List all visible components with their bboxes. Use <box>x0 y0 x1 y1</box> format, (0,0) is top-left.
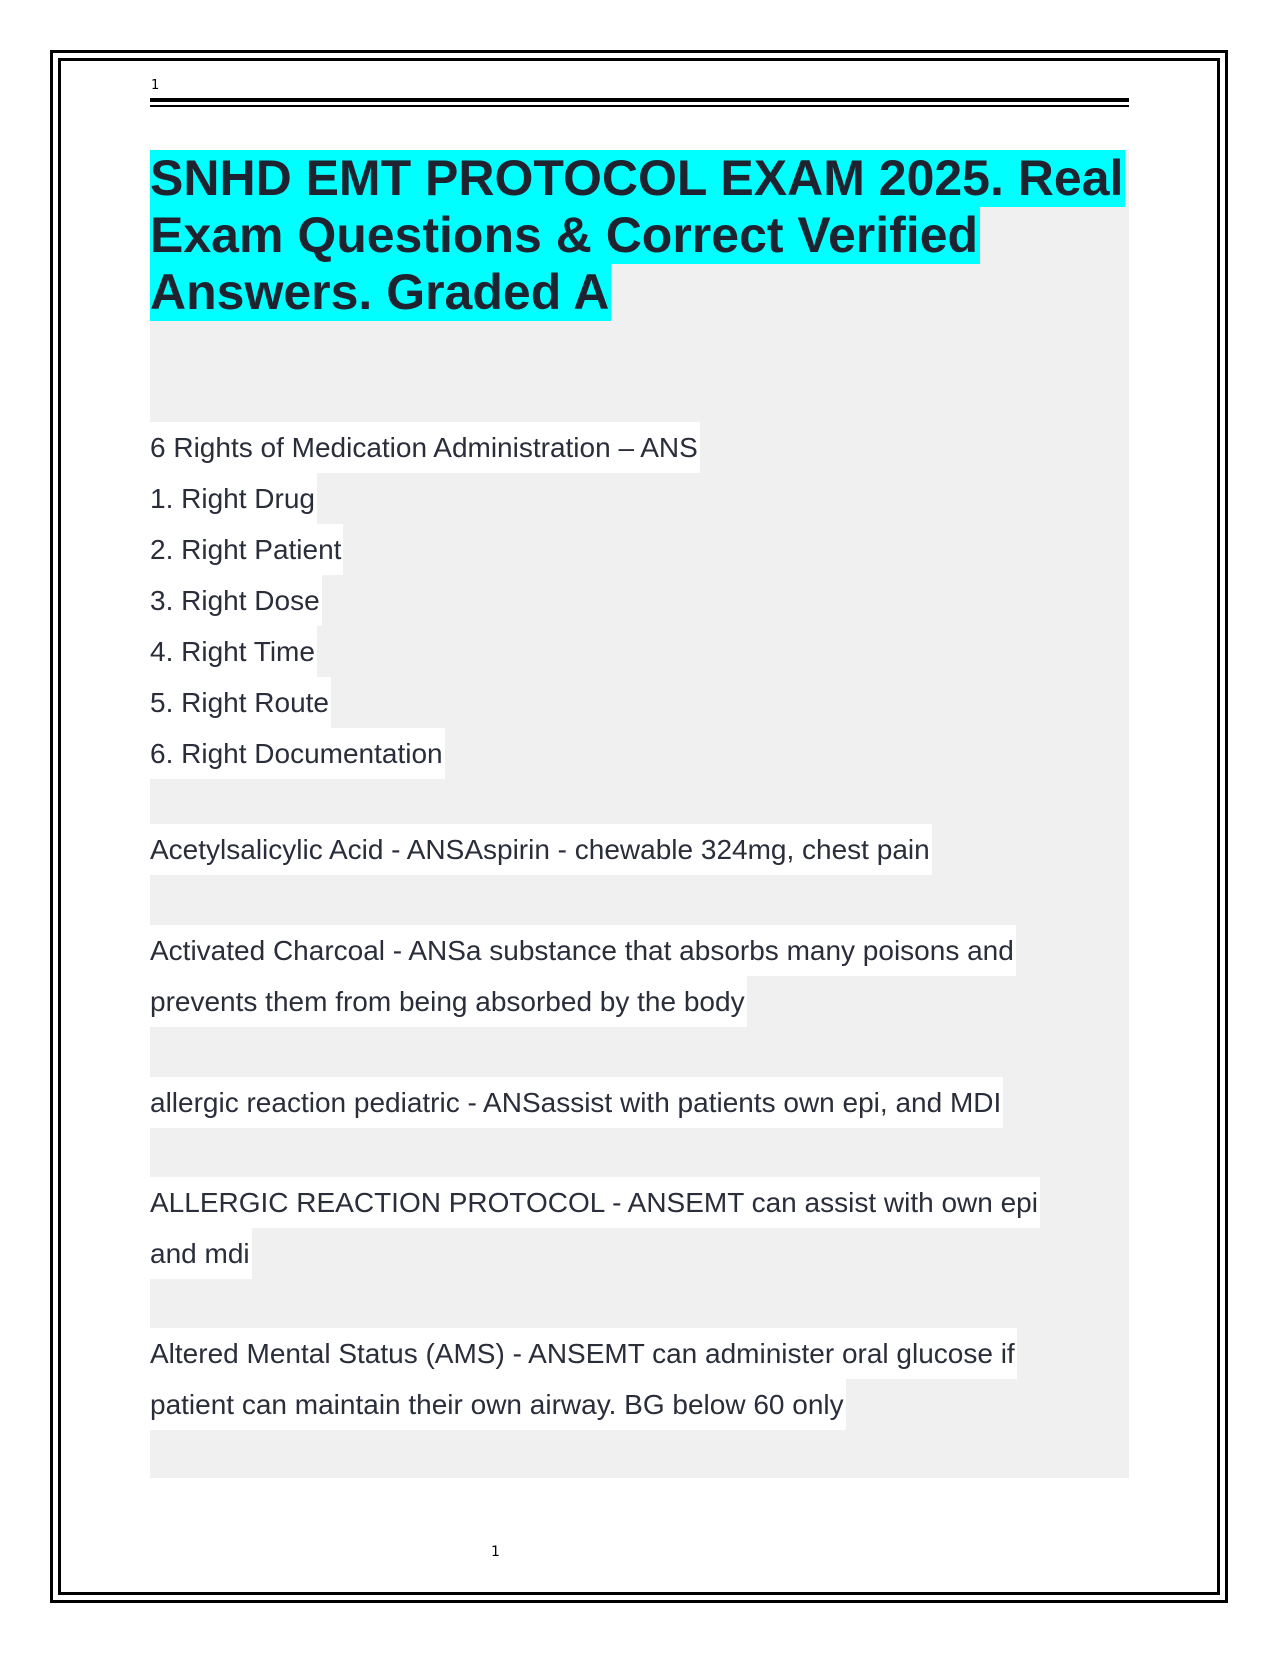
title-line: SNHD EMT PROTOCOL EXAM 2025. Real <box>150 150 1124 206</box>
question-text: 6 Rights of Medication Administration – ANS <box>150 422 700 473</box>
qa-item-acetylsalicylic-acid <box>150 824 932 875</box>
header-rule-thick <box>150 98 1129 102</box>
qa-line: ALLERGIC REACTION PROTOCOL - ANSEMT can assist with own epi <box>150 1177 1040 1228</box>
qa-item-activated-charcoal <box>150 925 1016 1027</box>
answer-line: 6. Right Documentation <box>150 728 445 779</box>
header-rule-thin <box>150 105 1129 107</box>
qa-item-allergic-reaction-pediatric <box>150 1077 1003 1128</box>
answer-line: 5. Right Route <box>150 677 331 728</box>
answer-line: 3. Right Dose <box>150 575 322 626</box>
answer-line: 1. Right Drug <box>150 473 317 524</box>
qa-line: patient can maintain their own airway. BG below 60 only <box>150 1379 846 1430</box>
qa-line: and mdi <box>150 1228 252 1279</box>
qa-line: Altered Mental Status (AMS) - ANSEMT can administer oral glucose if <box>150 1328 1017 1379</box>
header-page-number: 1 <box>151 78 160 93</box>
qa-item-medication-rights <box>150 422 700 779</box>
answer-line: 4. Right Time <box>150 626 317 677</box>
footer-page-number: 1 <box>491 1544 500 1560</box>
document-title <box>150 150 1140 321</box>
answer-line: 2. Right Patient <box>150 524 343 575</box>
qa-line: Activated Charcoal - ANSa substance that absorbs many poisons and <box>150 925 1016 976</box>
qa-item-allergic-reaction-protocol <box>150 1177 1040 1279</box>
qa-line: Acetylsalicylic Acid - ANSAspirin - chewable 324mg, chest pain <box>150 824 932 875</box>
title-line: Exam Questions & Correct Verified <box>150 207 979 263</box>
title-line: Answers. Graded A <box>150 264 610 320</box>
qa-item-altered-mental-status <box>150 1328 1017 1430</box>
qa-line: prevents them from being absorbed by the body <box>150 976 747 1027</box>
qa-line: allergic reaction pediatric - ANSassist with patients own epi, and MDI <box>150 1077 1003 1128</box>
